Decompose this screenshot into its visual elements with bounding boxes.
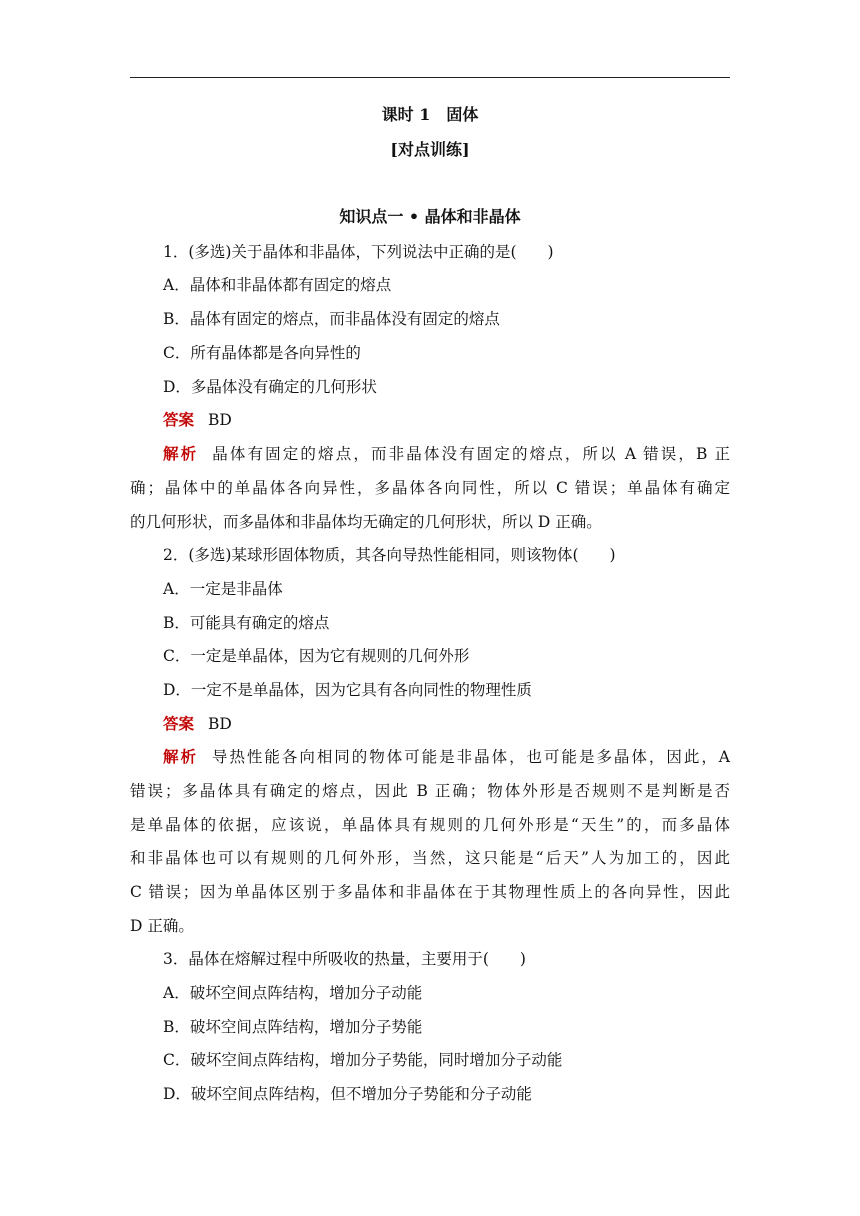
q3-option-d: D．破坏空间点阵结构，但不增加分子势能和分子动能 [163, 1085, 532, 1103]
q2-analysis-line-6: D 正确。 [130, 917, 194, 935]
q1-analysis-line-1 [163, 444, 730, 464]
q2-stem: 2．(多选)某球形固体物质，其各向导热性能相同，则该物体( ) [163, 546, 616, 564]
analysis-label: 解析 [163, 747, 198, 766]
exercise-subtitle: [对点训练] [390, 140, 470, 159]
analysis-label: 解析 [163, 444, 199, 463]
q2-option-c: C．一定是单晶体，因为它有规则的几何外形 [163, 647, 470, 665]
q1-stem: 1．(多选)关于晶体和非晶体，下列说法中正确的是( ) [163, 243, 554, 261]
q2-analysis-line-1 [163, 747, 730, 767]
q3-stem: 3．晶体在熔解过程中所吸收的热量，主要用于( ) [163, 950, 526, 968]
q1-option-c: C．所有晶体都是各向异性的 [163, 344, 361, 362]
q2-answer-value: BD [208, 715, 232, 733]
q1-option-d: D．多晶体没有确定的几何形状 [163, 378, 377, 396]
header-rule [130, 77, 730, 78]
q3-option-b: B．破坏空间点阵结构，增加分子势能 [163, 1018, 423, 1036]
answer-label: 答案 [163, 714, 195, 733]
q2-analysis-line-3: 是单晶体的依据，应该说，单晶体具有规则的几何外形是“天生”的，而多晶体 [130, 816, 730, 834]
q1-answer-line [163, 410, 730, 430]
lesson-title: 课时 1 固体 [381, 105, 479, 124]
q1-analysis-line-3: 的几何形状，而多晶体和非晶体均无确定的几何形状，所以 D 正确。 [130, 513, 602, 531]
q1-analysis-text-1: 晶体有固定的熔点，而非晶体没有固定的熔点，所以 A 错误，B 正 [212, 445, 730, 463]
q1-answer-value: BD [208, 411, 232, 429]
q2-option-a: A．一定是非晶体 [163, 580, 283, 598]
q2-analysis-line-2: 错误；多晶体具有确定的熔点，因此 B 正确；物体外形是否规则不是判断是否 [130, 782, 730, 800]
section-title: 知识点一 • 晶体和非晶体 [339, 207, 521, 226]
q3-option-a: A．破坏空间点阵结构，增加分子动能 [163, 984, 423, 1002]
q1-analysis-line-2: 确；晶体中的单晶体各向异性，多晶体各向同性，所以 C 错误；单晶体有确定 [130, 479, 730, 497]
q2-analysis-line-4: 和非晶体也可以有规则的几何外形，当然，这只能是“后天”人为加工的，因此 [130, 849, 730, 867]
q1-option-a: A．晶体和非晶体都有固定的熔点 [163, 276, 392, 294]
q3-option-c: C．破坏空间点阵结构，增加分子势能，同时增加分子动能 [163, 1051, 563, 1069]
q2-option-b: B．可能具有确定的熔点 [163, 614, 330, 632]
q2-option-d: D．一定不是单晶体，因为它具有各向同性的物理性质 [163, 681, 532, 699]
q2-analysis-line-5: C 错误；因为单晶体区别于多晶体和非晶体在于其物理性质上的各向异性，因此 [130, 883, 730, 901]
q1-option-b: B．晶体有固定的熔点，而非晶体没有固定的熔点 [163, 310, 500, 328]
q2-analysis-text-1: 导热性能各向相同的物体可能是非晶体，也可能是多晶体，因此，A [211, 748, 730, 766]
q2-answer-line [163, 714, 730, 734]
answer-label: 答案 [163, 410, 195, 429]
